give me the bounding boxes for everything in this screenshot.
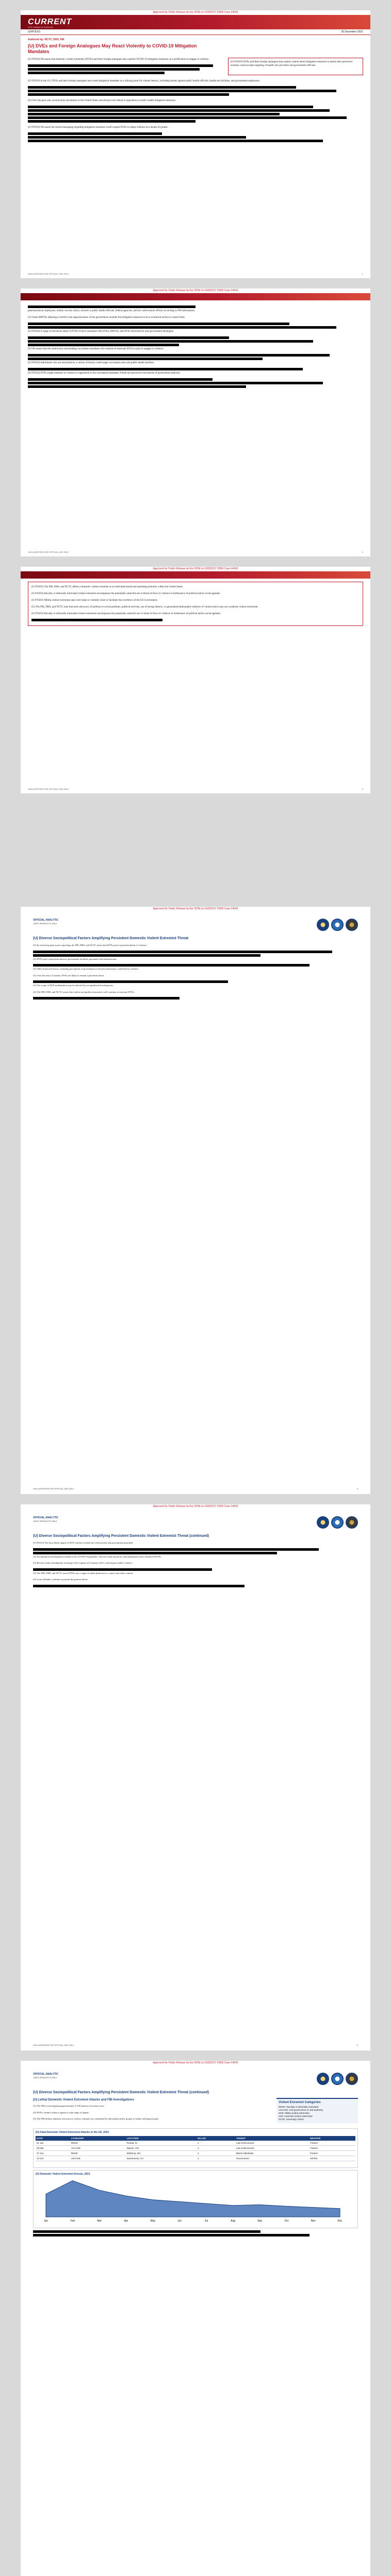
cell: Firearm <box>309 2141 355 2146</box>
paragraph: (U//FOUO) Individuals who are motivated by a variety of factors could target vaccination sites and public health facilities. <box>28 362 155 364</box>
release-stamp: Approved for Public Release by the ODNI on 20230317 ODNI Case #4042 <box>153 907 238 910</box>
paragraph: (U) The FBI, DHS, and NCTC note that mere advocacy of political or social positions, political activism, use of strong rhetoric, or generalized philosophic embrace of violent tactics may not constitute violent extremism. <box>31 606 258 608</box>
paragraph: (U) The FBI is investigating approximately 2,700 domestic terrorism cases. <box>33 2105 105 2107</box>
cell: 2 <box>197 2151 235 2156</box>
page-footer <box>33 2044 358 2046</box>
seal-icon <box>317 2073 329 2085</box>
x-tick-label: Jul <box>204 2219 208 2223</box>
paragraph: (U//FOUO) Racially or ethnically motivated violent extremism encompasses the potentially unlawful use or threat of force or violence in furtherance of political and/or social agendas. <box>31 613 221 615</box>
x-tick-label: Dec <box>337 2219 343 2223</box>
paragraph: (U) The FBI, DHS, and NCTC assess DVEs use a range of online platforms to connect and share content. <box>33 1571 134 1574</box>
table-header: WEAPON <box>309 2136 355 2141</box>
page-3 <box>21 567 370 793</box>
x-tick-label: Sep <box>257 2219 262 2223</box>
paragraph: (U//FOUO) We assess the mixed messaging regarding mitigation measures could compel DVEs to adopt violence as a means of protest. <box>28 126 168 129</box>
masthead <box>21 15 370 29</box>
paragraph: pharmaceutical employees, mobile vaccine clinics, elected or public health officials, federal agencies, and law enforcement officers according to FBI information. <box>28 310 196 312</box>
footer-classification: UNCLASSIFIED//FOR OFFICIAL USE ONLY <box>33 1487 74 1490</box>
sidebox-item: RMVE: Racially or ethnically motivated <box>279 2106 319 2108</box>
sidebox-item: AGAAVE: Anti-government or anti-authority <box>279 2109 323 2111</box>
pub-sub: JOINT PRODUCTS ONLY <box>33 2076 57 2079</box>
page-footer <box>28 788 363 790</box>
footer-classification: UNCLASSIFIED//FOR OFFICIAL USE ONLY <box>28 273 69 275</box>
agency-seals <box>317 2073 358 2085</box>
cell: Sacramento, CA <box>126 2156 197 2161</box>
page-number: 1 <box>362 273 363 275</box>
categories-sidebox <box>276 2098 358 2123</box>
cell: Dayton, OH <box>126 2146 197 2151</box>
x-tick-label: Mar <box>97 2219 102 2223</box>
bulletin-header <box>21 1509 370 1532</box>
x-tick-label: Aug <box>231 2219 236 2223</box>
paragraph: (U) Over the next 12 months, DVEs are likely to remain a persistent threat. <box>33 974 105 977</box>
page-5 <box>21 1504 370 2050</box>
cell: Law enforcement <box>235 2146 309 2151</box>
cell: Firearm <box>309 2146 355 2151</box>
attacks-table <box>36 2136 355 2161</box>
table-header: TARGET <box>235 2136 309 2141</box>
headline: (U) DVEs and Foreign Analogues May React Violently to COVID-19 Mitigation Mandates <box>28 43 197 54</box>
cell: 1 <box>197 2156 235 2161</box>
x-tick-label: Jun <box>177 2219 182 2223</box>
x-tick-label: Nov <box>311 2219 316 2223</box>
masthead-thin <box>21 571 370 579</box>
cell: 1 <box>197 2141 235 2146</box>
paragraph: (U) In reviewing open-source reporting, the FBI, DHS, and NCTC assess that DVEs pose a persistent threat of violence. <box>33 944 148 946</box>
paragraph: (U//FOUO) A range of narratives about COVID-19 have resonated with DVEs, RMVEs, and AVEs motivated by anti-government ideologies. <box>28 330 174 333</box>
cell: AGAAVE <box>70 2156 126 2161</box>
pub-sub: JOINT PRODUCTS ONLY <box>33 922 57 925</box>
footer-classification: UNCLASSIFIED//FOR OFFICIAL USE ONLY <box>28 551 69 553</box>
table-row <box>36 2156 355 2161</box>
page-footer <box>33 1487 358 1490</box>
cell: Vehicle <box>309 2156 355 2161</box>
cell: RMVE <box>70 2141 126 2146</box>
cell: Firearm <box>309 2151 355 2156</box>
table-row <box>36 2151 355 2156</box>
cell: RMVE <box>70 2151 126 2156</box>
sidebox-title: Violent Extremist Categories <box>279 2101 321 2104</box>
paragraph: (U) We assess that the controversy surrounding vaccination mandates will continue to motivate DVEs to plot or engage in violence. <box>28 348 164 350</box>
release-stamp: Approved for Public Release by the ODNI on 20230317 ODNI Case #4042 <box>153 1505 238 1508</box>
masthead-logo: CURRENT <box>28 18 72 26</box>
release-stamp: Approved for Public Release by the ODNI on 20230317 ODNI Case #4042 <box>153 567 238 570</box>
sidebox-item: MVE: Militia violent extremists <box>279 2112 309 2114</box>
footer-classification: UNCLASSIFIED//FOR OFFICIAL USE ONLY <box>28 788 69 790</box>
paragraph: (U) Other historical factors, including perceptions of government overreach and tension, could lead to violence. <box>33 968 139 970</box>
x-tick-label: Jan <box>43 2219 48 2223</box>
page-number: 3 <box>362 788 363 790</box>
cell: AGAAVE <box>70 2146 126 2151</box>
callout-box <box>228 58 363 75</box>
pub-sub: JOINT PRODUCTS ONLY <box>33 1520 57 1522</box>
page-6 <box>21 2061 370 2576</box>
table-header: KILLED <box>197 2136 235 2141</box>
seal-icon <box>346 919 358 931</box>
agency-seals <box>317 1516 358 1529</box>
seal-icon <box>331 919 344 931</box>
seal-icon <box>317 919 329 931</box>
x-tick-label: Feb <box>70 2219 75 2223</box>
paragraph: (U//FOUO) DVEs might mobilize to violence in opposition to the vaccination mandates if there are perceived overreaches of government authority. <box>28 372 181 375</box>
table-header: LOCATION <box>126 2136 197 2141</box>
area-chart-box <box>33 2170 358 2228</box>
bulletin-header <box>21 2065 370 2088</box>
paragraph: (U//FOUO) In the US, DVEs and their foreign analogues have used mitigation mandates as a rallying point for violent rhetoric, including threats against public health officials, healthcare facilities, and government employees. <box>28 80 260 82</box>
paragraph: (U//FOUO) The most likely targets of DVE violence include law enforcement and government personnel. <box>33 1541 134 1544</box>
cell: 1 <box>197 2146 235 2151</box>
sidebox-item: SCVE: Sovereign citizen <box>279 2118 304 2121</box>
bulletin-title: (U) Diverse Sociopolitical Factors Amplifying Persistent Domestic Violent Extremist Threat (continued) <box>33 2091 209 2094</box>
classification: (U//FOUO) <box>28 30 41 33</box>
callout-text: (U//FOUO) DVEs and their foreign analogues that exploit content about mitigation measures to attack their perceived enemies could escalate targeting of health care providers and government officials. <box>231 61 352 67</box>
key-judgment-row <box>28 58 363 75</box>
seal-icon <box>346 1516 358 1529</box>
masthead-thin <box>21 293 370 300</box>
page-footer <box>28 551 363 553</box>
cell: Florida, FL <box>126 2141 197 2146</box>
table-row <box>36 2141 355 2146</box>
pub-title: OFFICIAL ANALYTIC JOINT PRODUCTS ONLY <box>33 1516 58 1522</box>
sidebox-item: AVE: Anarchist violent extremists <box>279 2115 313 2117</box>
x-tick-label: May <box>150 2219 155 2223</box>
key-judgment: (U//FOUO) We assess that domestic violent extremists (DVEs) and their foreign analogues may exploit COVID-19 mitigation measures as a justification to engage in violence. <box>28 58 209 61</box>
cell: 01 Jan <box>36 2141 70 2146</box>
bulletin-title: (U) Diverse Sociopolitical Factors Amplifying Persistent Domestic Violent Extremist Threat <box>33 937 189 940</box>
masthead-sub: DHS Intelligence Enterprise <box>28 26 54 28</box>
cell: Winthrop, MA <box>126 2151 197 2156</box>
paragraph: (U//FOUO) The FBI, DHS, and NCTC define a domestic violent extremist as an individual based and operating primarily within the United States. <box>31 586 184 588</box>
footer-classification: UNCLASSIFIED//FOR OFFICIAL USE ONLY <box>33 2044 74 2046</box>
pub-title: OFFICIAL ANALYTIC JOINT PRODUCTS ONLY <box>33 2073 58 2079</box>
page-number: 5 <box>356 2044 358 2046</box>
paragraph: (U//FOUO) Racially or ethnically motivated violent extremists encompasses the potentially unlawful use or threat of force or violence in furtherance of political and/or social agendas. <box>31 592 221 595</box>
cell: Law enforcement <box>235 2141 309 2146</box>
cell: Black individuals <box>235 2151 309 2156</box>
page-footer <box>28 273 363 275</box>
date: 26 December 2021 <box>341 30 363 33</box>
paragraph: (U) Some RMVEs adhering to belief in the oppressiveness of the government consider the mitigation measures to be a tyrannical action to control them. <box>28 316 185 319</box>
cell: 08 Mar <box>36 2146 70 2151</box>
paragraph: (U) The FBI, DHS, and NCTC assess that violent sociopolitical narratives will continue to motivate DVEs. <box>33 990 135 993</box>
date-bar <box>21 29 370 35</box>
paragraph: (U) The scope of DVE mobilization may be affected by sociopolitical developments. <box>33 984 113 987</box>
cell: 14 Oct <box>36 2156 70 2161</box>
paragraph: (U) Sociopolitical developments related to the COVID-19 pandemic, election fraud narratives, and immigration have influenced DVEs. <box>33 1555 162 1558</box>
paragraph: (U) Lone offenders continue to present the greatest threat. <box>33 1578 88 1581</box>
table-header: DATE <box>36 2136 70 2141</box>
paragraph: (U) Over the past year, several plots and attacks in the United States and abroad were linked to opposition to public health mitigation measures. <box>28 99 176 102</box>
seal-icon <box>346 2073 358 2085</box>
seal-icon <box>317 1516 329 1529</box>
release-stamp: Approved for Public Release by the ODNI on 20230317 ODNI Case #4042 <box>153 2061 238 2064</box>
page-number: 4 <box>356 1487 358 1490</box>
release-stamp: Approved for Public Release by the ODNI on 20230317 ODNI Case #4042 <box>153 289 238 292</box>
page-4 <box>21 907 370 1494</box>
table-header: CATEGORY <box>70 2136 126 2141</box>
table-title: (U) Fatal Domestic Violent Extremist Attacks in the US, 2021 <box>36 2131 109 2134</box>
paragraph: (U//FOUO) Militia violent extremists take overt steps to violently resist or facilitate the overthrow of the US Government. <box>31 599 158 602</box>
release-stamp: Approved for Public Release by the ODNI on 20230317 ODNI Case #4042 <box>153 11 238 14</box>
seal-icon <box>331 2073 344 2085</box>
agency-seals <box>317 919 358 931</box>
bulletin-title: (U) Diverse Sociopolitical Factors Amplifying Persistent Domestic Violent Extremist Threat (continued) <box>33 1534 209 1538</box>
paragraph: (U) The FBI defines domestic terrorism as violent, criminal acts committed by individuals and/or groups to further ideological goals. <box>33 2117 159 2120</box>
chart-title: (U) Domestic Violent Extremist Arrests, 2021 <box>36 2173 90 2176</box>
x-tick-label: Oct <box>284 2219 289 2223</box>
cell: Government <box>235 2156 309 2161</box>
definitions-box <box>28 582 363 626</box>
page-1 <box>21 10 370 278</box>
x-tick-label: Apr <box>124 2219 128 2223</box>
page-2 <box>21 289 370 556</box>
table-box <box>33 2128 358 2168</box>
area-chart <box>36 2177 345 2223</box>
authored-by: Authored by: NCTC, DHS, FBI <box>28 38 64 41</box>
paragraph: (U) Recent events including the storming of the Capitol on 6 January 2021 could inspire further violence. <box>33 1562 133 1564</box>
paragraph: (U) DVEs pose a persistent threat to government facilities, personnel, and infrastructure. <box>33 957 117 960</box>
cell: 27 Jun <box>36 2151 70 2156</box>
area-series <box>46 2181 340 2217</box>
table-row <box>36 2146 355 2151</box>
pub-title: OFFICIAL ANALYTIC JOINT PRODUCTS ONLY <box>33 919 58 925</box>
paragraph: (U) DVEs commit violence against a wide range of targets. <box>33 2111 89 2114</box>
page-number: 2 <box>362 551 363 553</box>
section-subtitle: (U) Lethal Domestic Violent Extremist Attacks and FBI Investigations <box>33 2098 134 2102</box>
seal-icon <box>331 1516 344 1529</box>
bulletin-header <box>21 911 370 934</box>
